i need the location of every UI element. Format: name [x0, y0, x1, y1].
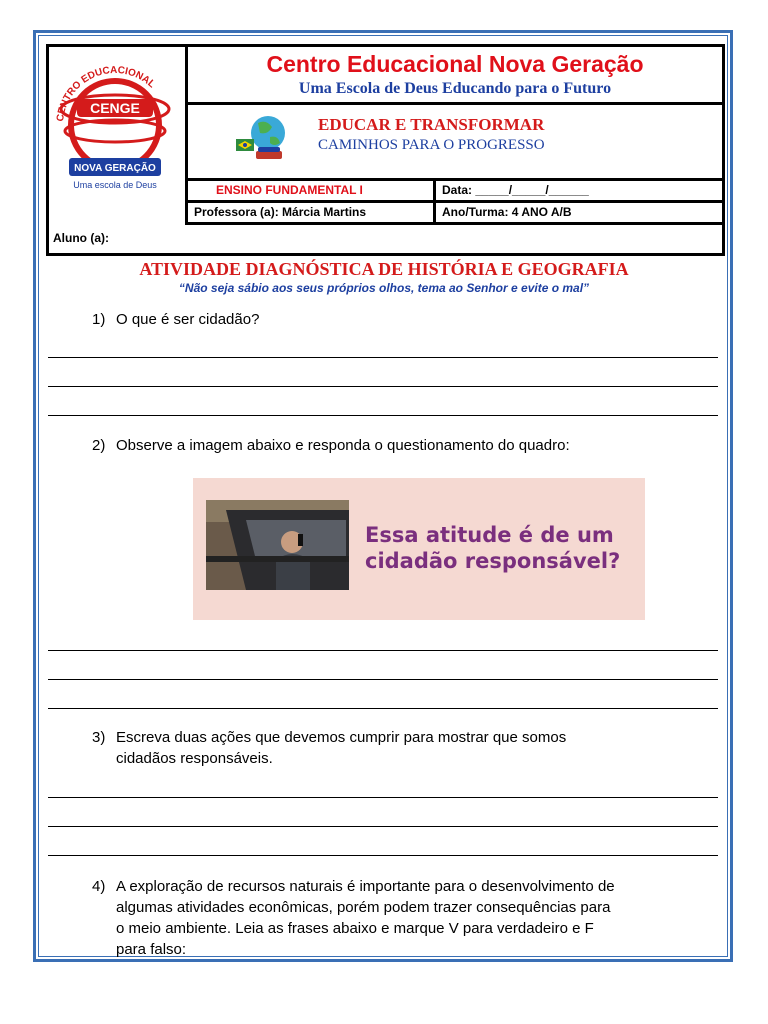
question-number: 2): [92, 437, 106, 454]
question-text-continued: cidadãos responsáveis.: [116, 750, 273, 767]
slogan-cell: [188, 105, 722, 181]
driver-phone-photo: [206, 500, 349, 590]
question-text: Escreva duas ações que devemos cumprir para mostrar que somos: [116, 729, 567, 746]
slogan-secondary: CAMINHOS PARA O PROGRESSO: [318, 137, 545, 153]
answer-line[interactable]: [48, 797, 718, 798]
answer-line[interactable]: [48, 708, 718, 709]
header-table: [46, 44, 725, 256]
row-level-date: [188, 181, 722, 203]
logo-acronym: CENGE: [90, 100, 140, 116]
class-field: Ano/Turma: 4 ANO A/B: [442, 205, 572, 219]
activity-quote: “Não seja sábio aos seus próprios olhos, tema ao Senhor e evite o mal”: [178, 281, 590, 295]
answer-line[interactable]: [48, 386, 718, 387]
globe-books-icon: [230, 113, 300, 163]
row-student: [49, 225, 722, 253]
question-1: [92, 311, 259, 328]
school-name: Centro Educacional Nova Geração: [266, 51, 644, 77]
logo-arc-text: CENTRO EDUCACIONAL: [55, 64, 158, 123]
school-motto: Uma Escola de Deus Educando para o Futuro: [298, 80, 612, 97]
question-2: [92, 437, 570, 454]
slogan-primary: EDUCAR E TRANSFORMAR: [318, 115, 545, 134]
question-4: [92, 878, 615, 895]
question-text: Observe a imagem abaixo e responda o questionamento do quadro:: [116, 437, 570, 454]
question-text-continued: algumas atividades econômicas, porém podem trazer consequências para: [116, 899, 611, 916]
answer-line[interactable]: [48, 357, 718, 358]
question-3: [92, 729, 566, 746]
question-text: A exploração de recursos naturais é importante para o desenvolvimento de: [116, 878, 615, 895]
question-text: O que é ser cidadão?: [116, 311, 260, 328]
image-card-question: [365, 522, 620, 574]
question-text-continued: o meio ambiente. Leia as frases abaixo e marque V para verdadeiro e F: [116, 920, 594, 937]
title-cell: [188, 47, 722, 105]
student-field[interactable]: Aluno (a):: [53, 231, 109, 245]
answer-line[interactable]: [48, 855, 718, 856]
logo-cell: [49, 47, 188, 225]
level-field: ENSINO FUNDAMENTAL I: [216, 183, 363, 197]
answer-line[interactable]: [48, 679, 718, 680]
date-field[interactable]: Data: _____/_____/______: [442, 183, 589, 197]
logo-tagline: Uma escola de Deus: [73, 180, 157, 190]
logo-banner: NOVA GERAÇÃO: [74, 163, 156, 174]
question-text-continued: para falso:: [116, 941, 187, 958]
answer-line[interactable]: [48, 826, 718, 827]
question-number: 1): [92, 311, 106, 328]
answer-line[interactable]: [48, 415, 718, 416]
activity-title: ATIVIDADE DIAGNÓSTICA DE HISTÓRIA E GEOGRAFIA: [139, 259, 629, 279]
question-number: 3): [92, 729, 106, 746]
image-card-line: Essa atitude é de um: [365, 523, 614, 547]
image-card-line: cidadão responsável?: [365, 549, 621, 573]
answer-line[interactable]: [48, 650, 718, 651]
school-logo: [49, 47, 182, 217]
teacher-field: Professora (a): Márcia Martins: [194, 205, 367, 219]
question-number: 4): [92, 878, 106, 895]
row-teacher-class: [188, 203, 722, 225]
question-image-card: [193, 478, 645, 620]
